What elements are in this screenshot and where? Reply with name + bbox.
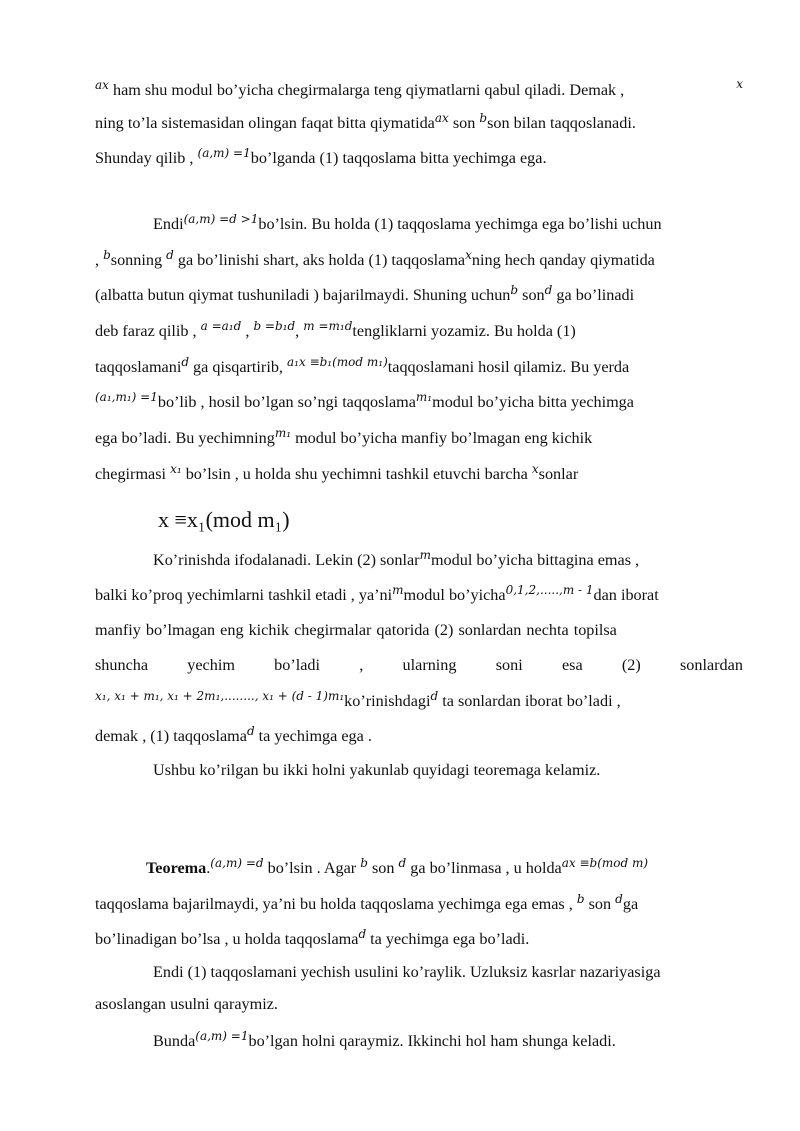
text-run: bo’lsin. Bu holda (1) taqqoslama yechimga ega bo’lishi uchun	[258, 215, 662, 233]
theorem-line	[146, 858, 743, 879]
text-run: ga qisqartirib,	[193, 358, 283, 376]
text-run: ga	[622, 895, 639, 913]
math-expr: ax	[95, 78, 109, 92]
text-run: ta sonlardan iborat bo’ladi ,	[438, 692, 621, 710]
text-line	[95, 894, 743, 915]
text-run: ham shu modul bo’yicha chegirmalarga teng qiymatlarni qabul qiladi. Demak ,	[108, 81, 625, 99]
math-expr: b	[576, 892, 585, 906]
text-run: taqqoslamani hosil qilamiz. Bu yerda	[387, 358, 630, 376]
math-expr: (a,m) =d >1	[183, 212, 259, 226]
text-line	[95, 321, 743, 342]
math-expr: ax ≡b(mod m)	[561, 856, 649, 870]
math-expr: a =a₁d	[200, 319, 242, 333]
math-expr: x₁, x₁ + m₁, x₁ + 2m₁,........, x₁ + (d - 1)m₁	[95, 689, 345, 703]
text-run: ,	[245, 322, 250, 340]
text-run: modul bo’yicha bitta yechimga	[432, 393, 634, 411]
math-expr: x	[736, 77, 743, 91]
math-expr: b	[479, 111, 488, 125]
text-run: sonning	[110, 251, 163, 269]
text-run: ta yechimga ega bo’ladi.	[366, 930, 530, 948]
text-run: son bilan taqqoslanadi.	[487, 114, 636, 132]
text-line	[153, 760, 743, 780]
math-expr: d	[181, 355, 189, 369]
text-line	[95, 994, 743, 1014]
math-expr: m₁	[274, 426, 292, 440]
formula-display	[158, 505, 800, 535]
text-run: Bunda	[153, 1032, 196, 1050]
text-run: son	[448, 114, 480, 132]
text-line	[95, 285, 743, 306]
text-line	[153, 550, 743, 571]
text-line	[95, 250, 743, 271]
math-expr: a₁x ≡b₁(mod m₁)	[287, 355, 388, 369]
text-run: ta yechimga ega .	[254, 727, 372, 745]
text-run: modul bo’yicha bittagina emas ,	[430, 551, 640, 569]
math-expr: (a,m) =1	[195, 1029, 249, 1043]
text-run: .	[206, 859, 211, 877]
text-run: deb faraz qilib ,	[95, 322, 197, 340]
text-run: ega bo’ladi. Bu yechimning	[95, 429, 275, 447]
math-expr: ax	[434, 111, 449, 125]
math-expr: b	[360, 856, 368, 870]
text-run: taqqoslama bajarilmaydi, ya’ni bu holda taqqoslama yechimga ega emas ,	[95, 895, 573, 913]
math-expr: (a,m) =1	[197, 146, 251, 160]
text-run: ,	[295, 322, 300, 340]
text-run: manfiy bo’lmagan eng kichik chegirmalar qatorida (2) sonlardan nechta topilsa	[95, 621, 617, 639]
text-run: Endi (1) taqqoslamani yechish usulini ko’raylik. Uzluksiz kasrlar nazariyasiga	[153, 963, 661, 981]
text-word: yechim	[187, 656, 235, 674]
text-run: bo’lib , hosil bo’lgan so’ngi taqqoslama	[157, 393, 416, 411]
text-run: son	[588, 895, 612, 913]
math-expr: m₁	[415, 390, 433, 404]
text-run: ga bo’linadi	[556, 286, 635, 304]
text-run: (albatta butun qiymat tushuniladi ) bajarilmaydi. Shuning uchun	[95, 286, 511, 304]
text-word: bo’ladi	[274, 656, 321, 674]
text-run: asoslangan usulni qaraymiz.	[95, 995, 278, 1013]
text-run: Ko’rinishda ifodalanadi. Lekin (2) sonlar	[153, 551, 420, 569]
text-run: sonlar	[538, 465, 579, 483]
text-run: son	[371, 859, 395, 877]
math-expr: 0,1,2,.....,m - 1	[505, 583, 594, 597]
text-line	[95, 585, 743, 606]
text-run: modul bo’yicha	[403, 586, 506, 604]
math-expr: d	[358, 927, 367, 941]
math-expr: b	[103, 248, 111, 262]
text-run: ga bo’linmasa , u holda	[410, 859, 562, 877]
text-line	[95, 620, 743, 640]
text-line	[95, 726, 743, 747]
math-expr: (a₁,m₁) =1	[95, 390, 158, 404]
text-word: ularning	[402, 656, 457, 674]
text-word: ,	[359, 656, 364, 674]
text-run: modul bo’yicha manfiy bo’lmagan eng kichik	[291, 429, 593, 447]
text-line	[95, 77, 743, 101]
math-expr: d	[246, 724, 255, 738]
math-expr: b	[510, 283, 519, 297]
math-expr: d	[398, 856, 407, 870]
text-line	[153, 962, 743, 982]
text-run: bo’lganda (1) taqqoslama bitta yechimga ega.	[250, 149, 547, 167]
text-word: esa	[561, 656, 583, 674]
text-run: bo’lgan holni qaraymiz. Ikkinchi hol ham shunga keladi.	[248, 1032, 616, 1050]
math-expr: m =m₁d	[303, 319, 353, 333]
text-run: demak , (1) taqqoslama	[95, 727, 247, 745]
math-expr: d	[544, 283, 553, 297]
text-run: Shunday qilib ,	[95, 149, 194, 167]
text-line	[95, 428, 743, 449]
theorem-label: Teorema	[146, 859, 207, 877]
text-run: bo’linadigan bo’lsa , u holda taqqoslama	[95, 930, 359, 948]
text-line	[95, 929, 743, 950]
text-run: chegirmasi	[95, 465, 167, 483]
math-expr: d	[166, 248, 174, 262]
text-run: ko’rinishdagi	[344, 692, 431, 710]
text-run: ning to’la sistemasidan olingan faqat bitta qiymatida	[95, 114, 435, 132]
text-line	[95, 691, 743, 712]
text-word: shuncha	[95, 656, 149, 674]
text-run: balki ko’proq yechimlarni tashkil etadi , ya’ni	[95, 586, 393, 604]
text-line	[95, 655, 743, 675]
text-word: (2)	[621, 656, 641, 674]
text-word: sonlardan	[679, 656, 743, 674]
text-run: tengliklarni yozamiz. Bu holda (1)	[352, 322, 576, 340]
text-run: ,	[95, 251, 100, 269]
text-line	[95, 464, 743, 485]
text-run: ning hech qanday qiymatida	[471, 251, 655, 269]
math-expr: m	[392, 583, 404, 597]
text-run: son	[518, 286, 545, 304]
text-line	[95, 148, 743, 169]
text-line	[153, 214, 743, 235]
text-run: bo’lsin . Agar	[263, 859, 357, 877]
text-run: dan iborat	[593, 586, 659, 604]
text-line	[95, 392, 743, 413]
math-expr: x	[465, 248, 472, 262]
text-run: taqqoslamani	[95, 358, 182, 376]
math-expr: x₁	[170, 462, 182, 476]
text-run: Ushbu ko’rilgan bu ikki holni yakunlab quyidagi teoremaga kelamiz.	[153, 761, 601, 779]
math-expr: (a,m) =d	[210, 856, 264, 870]
text-line	[95, 357, 743, 378]
math-expr: d	[615, 892, 623, 906]
text-run: Endi	[153, 215, 184, 233]
math-expr: x ≡x₁(mod m₁)	[158, 507, 290, 532]
text-line	[95, 113, 743, 134]
text-run: bo’lsin , u holda shu yechimni tashkil etuvchi barcha	[181, 465, 528, 483]
math-expr: m	[419, 548, 431, 562]
math-expr: x	[531, 462, 539, 476]
text-word: soni	[495, 656, 523, 674]
math-expr: d	[430, 689, 439, 703]
text-line	[153, 1031, 743, 1052]
text-run: ga bo’linishi shart, aks holda (1) taqqoslama	[177, 251, 466, 269]
math-expr: b =b₁d	[253, 319, 296, 333]
